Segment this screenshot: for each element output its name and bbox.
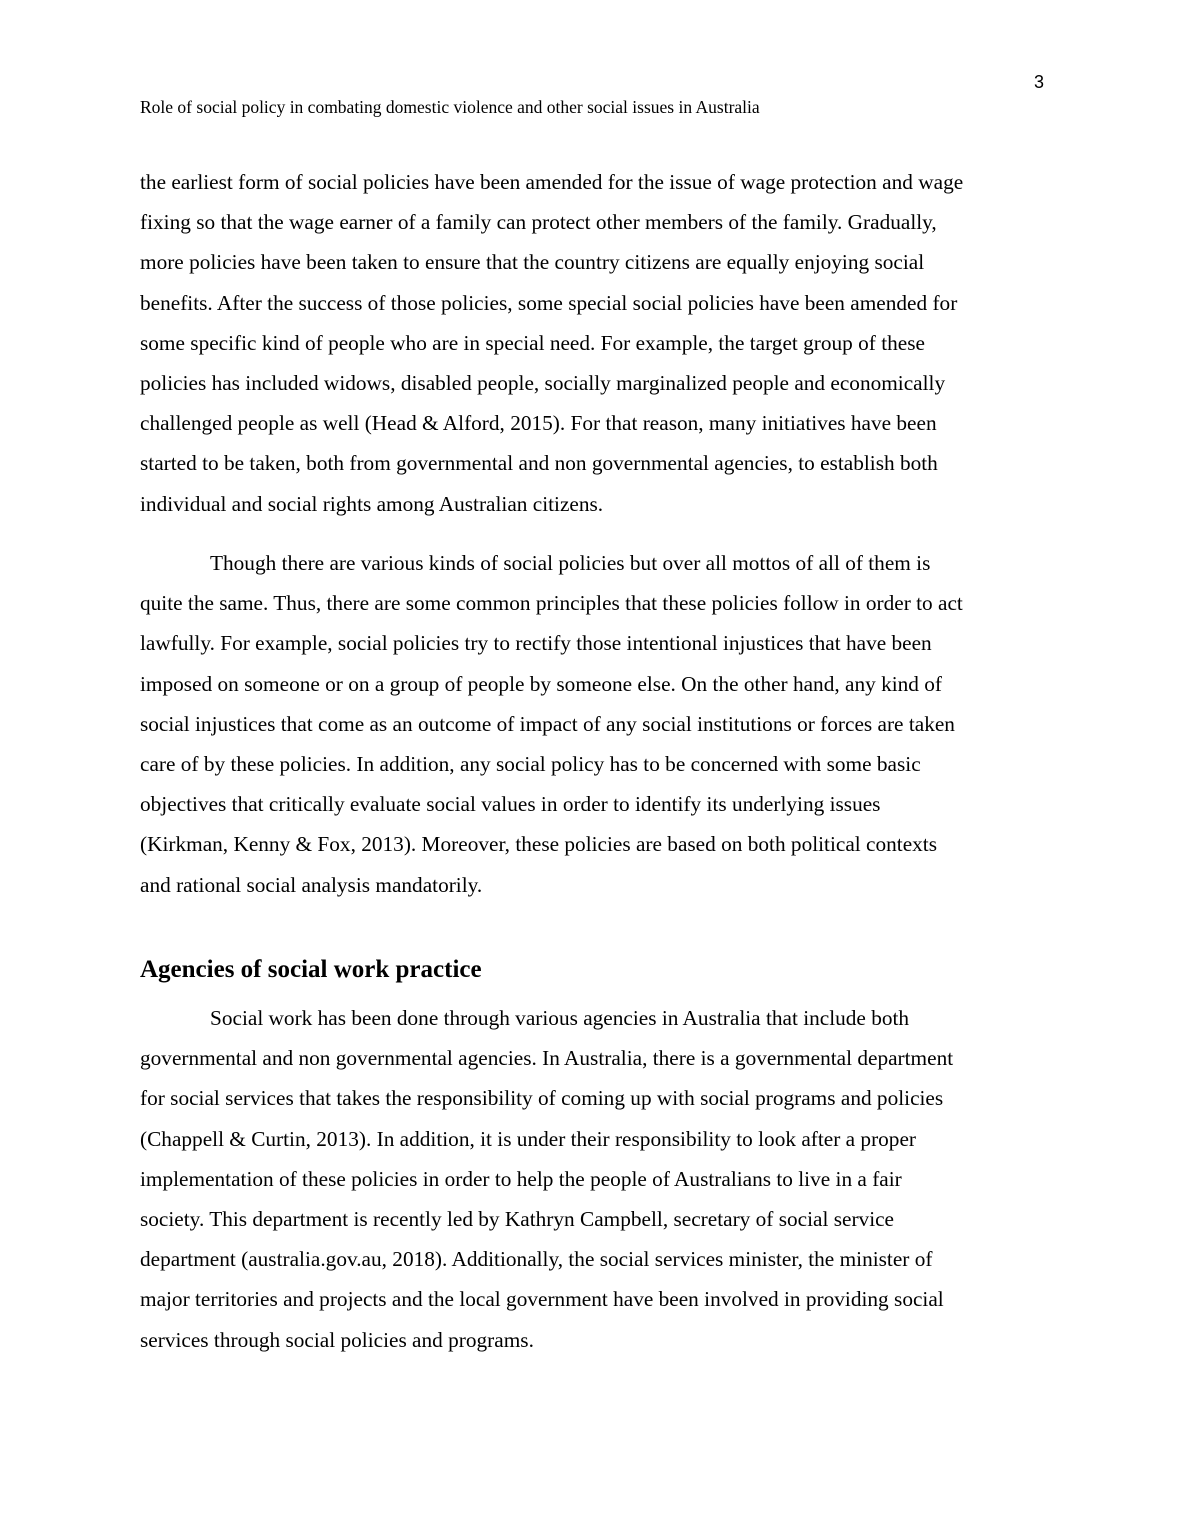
section-heading: Agencies of social work practice [140,956,482,983]
text-line: lawfully. For example, social policies try to rectify those intentional injustices that have been [140,631,932,656]
text-line: quite the same. Thus, there are some common principles that these policies follow in order to act [140,591,963,616]
text-line: department (australia.gov.au, 2018). Additionally, the social services minister, the minister of [140,1247,933,1272]
text-line: challenged people as well (Head & Alford, 2015). For that reason, many initiatives have been [140,411,937,436]
paragraph-3 [140,998,1060,1360]
text-line: individual and social rights among Australian citizens. [140,491,604,516]
text-line: implementation of these policies in order to help the people of Australians to live in a fair [140,1166,902,1191]
paragraph-2 [140,543,1060,905]
text-line: governmental and non governmental agencies. In Australia, there is a governmental department [140,1046,954,1071]
text-line: Though there are various kinds of social policies but over all mottos of all of them is [210,551,931,575]
text-line: society. This department is recently led by Kathryn Campbell, secretary of social service [140,1206,895,1231]
text-line: more policies have been taken to ensure that the country citizens are equally enjoying social [140,250,925,275]
running-header: Role of social policy in combating domestic violence and other social issues in Australia [140,97,760,117]
text-line: (Kirkman, Kenny & Fox, 2013). Moreover, these policies are based on both political contexts [140,832,938,857]
text-line: policies has included widows, disabled people, socially marginalized people and economically [140,370,946,395]
text-line: some specific kind of people who are in special need. For example, the target group of these [140,330,925,355]
text-line: fixing so that the wage earner of a family can protect other members of the family. Gradually, [140,210,937,235]
text-line: started to be taken, both from governmental and non governmental agencies, to establish both [140,451,938,476]
text-line: services through social policies and programs. [140,1327,534,1352]
page-number: 3 [1034,72,1045,92]
text-line: Social work has been done through various agencies in Australia that include both [210,1006,910,1030]
text-line: for social services that takes the responsibility of coming up with social programs and policies [140,1086,944,1111]
text-line: and rational social analysis mandatorily. [140,872,483,897]
paragraph-1 [140,162,1060,524]
text-line: imposed on someone or on a group of people by someone else. On the other hand, any kind of [140,671,943,696]
text-line: care of by these policies. In addition, any social policy has to be concerned with some basic [140,751,921,776]
text-line: major territories and projects and the local government have been involved in providing social [140,1287,944,1312]
text-line: social injustices that come as an outcome of impact of any social institutions or forces are taken [140,711,955,736]
text-line: the earliest form of social policies have been amended for the issue of wage protection and wage [140,170,964,194]
text-line: (Chappell & Curtin, 2013). In addition, it is under their responsibility to look after a proper [140,1126,917,1151]
text-line: benefits. After the success of those policies, some special social policies have been amended for [140,290,958,315]
text-line: objectives that critically evaluate social values in order to identify its underlying issues [140,792,881,817]
